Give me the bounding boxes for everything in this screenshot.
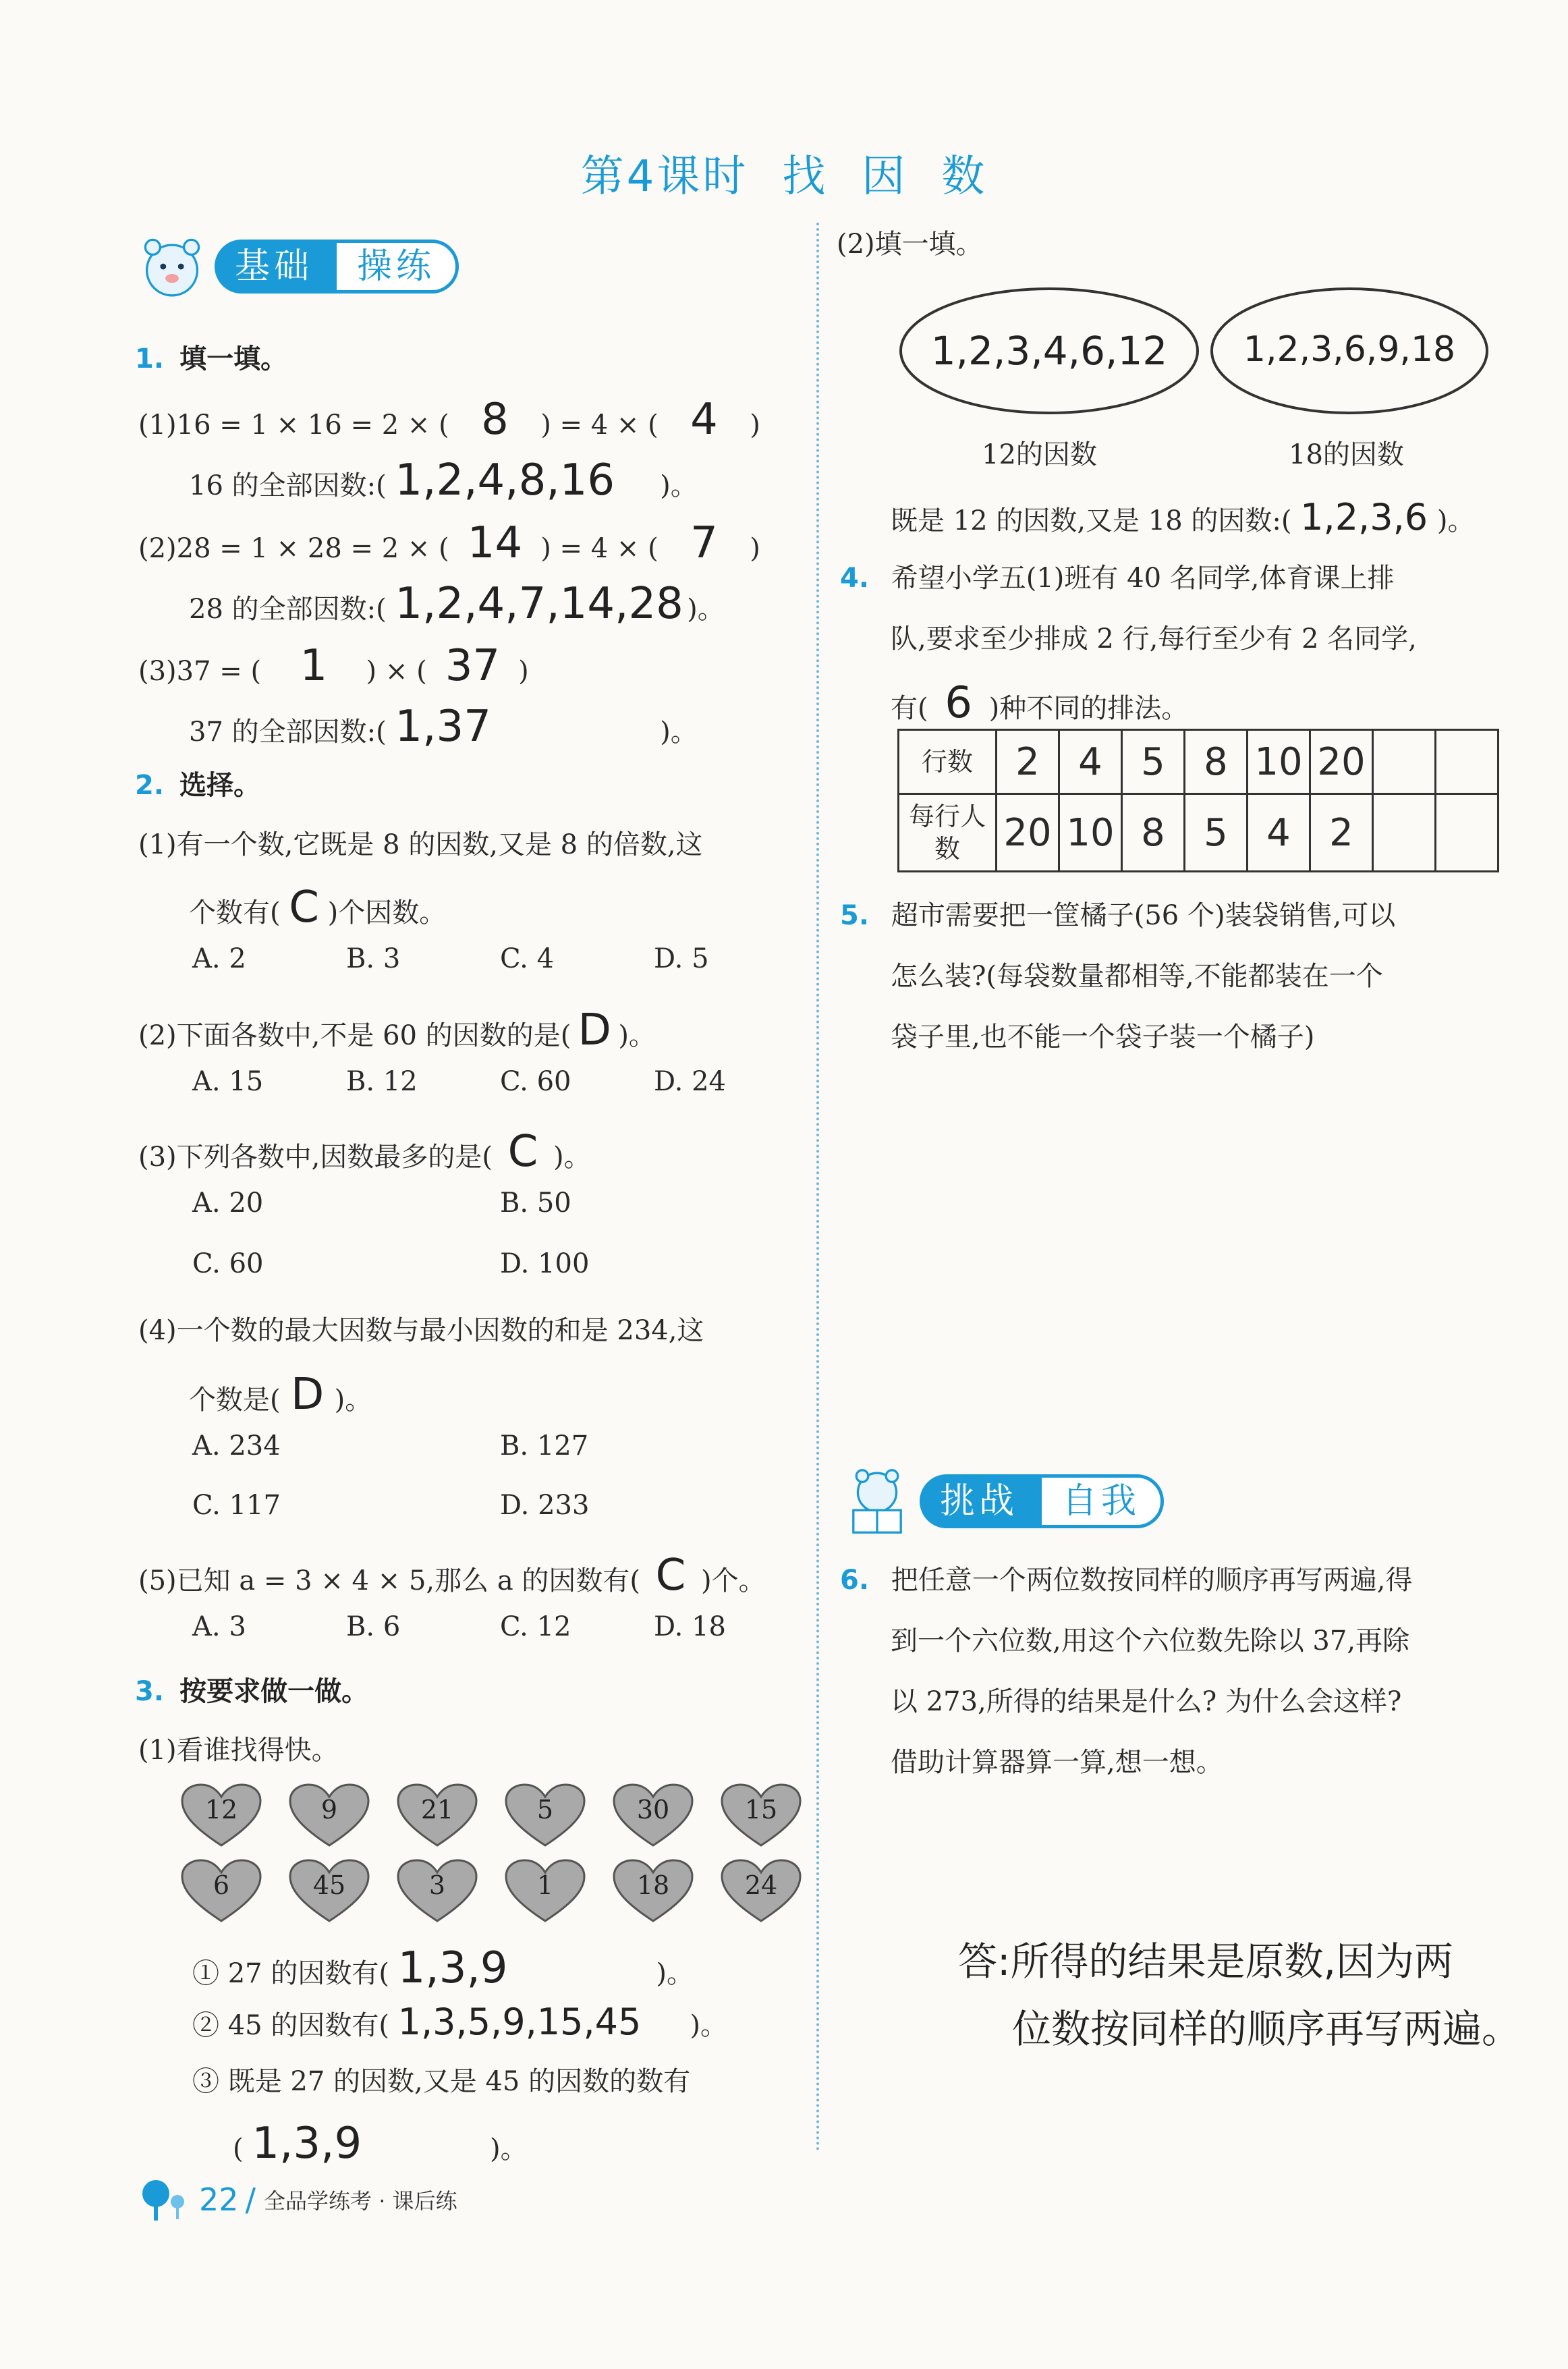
q3-a3-open: ( (233, 2134, 244, 2165)
badge-challenge-1: 挑战 (920, 1474, 1038, 1528)
q3-a1-label: ① 27 的因数有( (192, 1958, 389, 1989)
q2-s5-opt-b[interactable]: B. 6 (346, 1611, 401, 1642)
q1-p1-mid: ) = 4 × ( (540, 410, 659, 441)
q3-common-end: )。 (1436, 505, 1475, 536)
q2-s2-opt-a[interactable]: A. 15 (192, 1066, 264, 1097)
heart-icon (505, 1859, 586, 1924)
heart-value[interactable]: 18 (636, 1870, 670, 1900)
q1-part2-line (138, 518, 760, 568)
q2-s4-line1: (4)一个数的最大因数与最小因数的和是 234,这 (138, 1315, 704, 1346)
q3-a1-line (192, 1943, 694, 1993)
challenge-section-header (840, 1464, 1164, 1538)
q1-p2-mid: ) = 4 × ( (540, 533, 659, 564)
q3-common-line (891, 496, 1475, 538)
heart-icon (181, 1783, 262, 1848)
q6-answer-line1[interactable]: 答:所得的结果是原数,因为两 (958, 1939, 1453, 1984)
q4-line2: 队,要求至少排成 2 行,每行至少有 2 名同学, (891, 623, 1417, 654)
heart-icon (289, 1859, 370, 1924)
heart-icon (397, 1859, 478, 1924)
q1-part3-line (138, 641, 529, 691)
title-char-1: 找 (782, 152, 829, 202)
q2-s4-opt-c[interactable]: C. 117 (192, 1490, 281, 1521)
q2-s3-opt-b[interactable]: B. 50 (500, 1188, 571, 1219)
q1-p2-close: )。 (687, 594, 725, 625)
heart-value[interactable]: 9 (320, 1795, 338, 1824)
q2-s4-opt-a[interactable]: A. 234 (192, 1430, 281, 1461)
heart-icon (721, 1783, 802, 1848)
q1-p1-end: ) (750, 410, 760, 441)
tree-icon (138, 2176, 190, 2223)
heart-value[interactable]: 45 (312, 1870, 346, 1900)
q1-p2-all-label: 28 的全部因数:( (189, 594, 387, 625)
ellipse-12-values[interactable]: 1,2,3,4,6,12 (930, 328, 1168, 374)
q1-part1-all (189, 455, 698, 505)
q2-s4-answer[interactable]: D (290, 1370, 325, 1420)
q2-s5-opt-a[interactable]: A. 3 (192, 1611, 246, 1642)
q5-line3: 袋子里,也不能一个袋子装一个橘子) (891, 1022, 1315, 1053)
q3-s2-label: (2)填一填。 (837, 229, 983, 260)
q2-s1-opt-a[interactable]: A. 2 (192, 943, 246, 974)
q1-title: 填一填。 (179, 343, 288, 374)
basic-section-header (135, 229, 459, 304)
heart-value[interactable]: 21 (420, 1795, 454, 1824)
heart-icon (181, 1859, 262, 1924)
q1-p2-answer-a[interactable]: 14 (467, 518, 523, 568)
q4-text-3a: 有( (891, 693, 928, 724)
q2-s5-opt-d[interactable]: D. 18 (654, 1611, 726, 1642)
q3-a3-end: )。 (490, 2134, 528, 2165)
heart-icon (289, 1783, 370, 1848)
q5-line1 (840, 894, 1395, 932)
q2-s4-text-b: )。 (334, 1385, 372, 1416)
q1-p3-answer-b[interactable]: 37 (445, 641, 501, 691)
q1-p3-text: (3)37 = ( (138, 656, 262, 687)
table-cell[interactable]: 4 (1248, 794, 1310, 872)
title-char-2: 因 (862, 152, 908, 202)
table-cell[interactable] (1436, 794, 1499, 872)
q3-a2-end: )。 (690, 2010, 727, 2041)
heart-value[interactable]: 30 (636, 1795, 670, 1824)
q1-p1-all-answer[interactable]: 1,2,4,8,16 (395, 455, 615, 505)
table-cell[interactable]: 4 (1059, 730, 1122, 794)
q2-s5-line (138, 1551, 766, 1600)
q2-s1-line2 (189, 883, 446, 932)
q5-text-1: 超市需要把一筐橘子(56 个)装袋销售,可以 (891, 900, 1396, 931)
badge-basic-1: 基础 (215, 240, 333, 294)
column-divider (816, 223, 819, 2152)
q4-text-3b: )种不同的排法。 (988, 693, 1189, 724)
q2-s1-text-b: )个因数。 (327, 897, 447, 928)
table-cell[interactable] (1373, 730, 1436, 794)
q6-line2: 到一个六位数,用这个六位数先除以 37,再除 (891, 1625, 1410, 1656)
row-header-per-row: 每行人数 (899, 794, 997, 872)
q2-s3-text-b: )。 (553, 1142, 591, 1173)
q4-answer[interactable]: 6 (945, 678, 972, 728)
ellipse-18-caption: 18的因数 (1289, 439, 1404, 470)
q3-a3-answer-line (233, 2119, 528, 2169)
arrangement-table (897, 729, 1499, 872)
q2-s1-opt-d[interactable]: D. 5 (654, 943, 709, 974)
q2-s1-answer[interactable]: C (289, 883, 319, 932)
q2-s5-text-a: (5)已知 a = 3 × 4 × 5,那么 a 的因数有( (138, 1565, 641, 1596)
heart-icon (397, 1783, 478, 1848)
q5-number: 5. (840, 900, 870, 931)
q1-p1-close: )。 (660, 470, 698, 501)
q1-part1-line (138, 395, 760, 445)
q2-s4-opt-b[interactable]: B. 127 (500, 1430, 589, 1461)
q1-p3-end: ) (518, 656, 529, 687)
page-title (0, 142, 1568, 204)
q3-a1-answer[interactable]: 1,3,9 (397, 1943, 508, 1993)
q1-p2-all-answer[interactable]: 1,2,4,7,14,28 (395, 579, 683, 629)
footer (138, 2176, 457, 2223)
bear-reading-icon (840, 1464, 914, 1538)
q2-s5-answer[interactable]: C (655, 1551, 686, 1600)
q3-common-answer[interactable]: 1,2,3,6 (1300, 496, 1428, 538)
q2-s2-text-b: )。 (618, 1020, 656, 1051)
q1-p3-close: )。 (660, 717, 698, 748)
hearts-row-2 (181, 1859, 788, 1926)
table-cell[interactable]: 5 (1185, 794, 1248, 872)
table-row (899, 794, 1499, 872)
q1-p1-all-label: 16 的全部因数:( (189, 470, 387, 501)
q6-answer-line2[interactable]: 位数按同样的顺序再写两遍。 (1012, 2006, 1521, 2052)
q6-text-1: 把任意一个两位数按同样的顺序再写两遍,得 (891, 1565, 1413, 1596)
q2-s5-text-b: )个。 (701, 1565, 766, 1596)
q1-p2-text: (2)28 = 1 × 28 = 2 × ( (138, 533, 449, 564)
heart-icon (721, 1859, 802, 1924)
q5-line2: 怎么装?(每袋数量都相等,不能都装在一个 (891, 961, 1383, 992)
table-cell[interactable] (1373, 794, 1436, 872)
row-header-rows: 行数 (899, 730, 997, 794)
q1-part3-all (189, 702, 698, 752)
q1-p1-answer-a[interactable]: 8 (481, 395, 509, 445)
q3-heading (135, 1670, 368, 1708)
heart-value[interactable]: 5 (536, 1795, 554, 1824)
badge-challenge-2: 自我 (1038, 1474, 1164, 1528)
q2-s1-line1: (1)有一个数,它既是 8 的因数,又是 8 的倍数,这 (138, 829, 703, 860)
q2-s2-text-a: (2)下面各数中,不是 60 的因数的是( (138, 1020, 571, 1051)
q2-s4-opt-d[interactable]: D. 233 (500, 1490, 590, 1521)
ellipse-18-factors (1208, 283, 1491, 418)
q1-p1-text: (1)16 = 1 × 16 = 2 × ( (138, 410, 449, 441)
q4-line1 (840, 557, 1394, 595)
table-cell[interactable]: 20 (997, 794, 1059, 872)
q2-s4-text-a: 个数是( (189, 1385, 281, 1416)
title-char-3: 数 (941, 152, 988, 202)
ellipse-12-caption: 12的因数 (982, 439, 1097, 470)
q2-number: 2. (135, 770, 165, 801)
heart-value[interactable]: 1 (536, 1870, 554, 1900)
table-cell[interactable]: 8 (1122, 794, 1185, 872)
q2-title: 选择。 (179, 770, 261, 801)
heart-value[interactable]: 6 (213, 1870, 230, 1900)
footer-text: 全品学练考 · 课后练 (264, 2188, 457, 2214)
q2-s2-answer[interactable]: D (578, 1005, 611, 1055)
q3-a2-answer[interactable]: 1,3,5,9,15,45 (397, 2001, 642, 2043)
q2-s3-line (138, 1127, 591, 1177)
q3-a1-end: )。 (656, 1958, 694, 1989)
table-row (899, 730, 1499, 794)
q3-a2-line (192, 2001, 727, 2043)
table-cell[interactable]: 2 (1310, 794, 1373, 872)
q2-s2-opt-d[interactable]: D. 24 (654, 1066, 726, 1097)
q1-number: 1. (135, 343, 165, 374)
q3-a2-label: ② 45 的因数有( (192, 2010, 389, 2041)
heart-value[interactable]: 24 (744, 1870, 778, 1900)
heart-value[interactable]: 12 (204, 1795, 238, 1824)
q3-number: 3. (135, 1676, 165, 1707)
q2-s1-opt-c[interactable]: C. 4 (500, 943, 555, 974)
table-cell[interactable] (1436, 730, 1499, 794)
q1-part2-all (189, 579, 725, 629)
ellipse-12-factors (897, 283, 1201, 418)
q2-s2-opt-c[interactable]: C. 60 (500, 1066, 571, 1097)
table-cell[interactable]: 10 (1248, 730, 1310, 794)
heart-value[interactable]: 3 (428, 1870, 446, 1900)
q2-s1-opt-b[interactable]: B. 3 (346, 943, 401, 974)
q2-s3-opt-a[interactable]: A. 20 (192, 1188, 264, 1219)
table-cell[interactable]: 10 (1059, 794, 1122, 872)
q1-p3-all-label: 37 的全部因数:( (189, 717, 387, 748)
q6-line1 (840, 1559, 1412, 1597)
lesson-label: 第4课时 (580, 152, 749, 202)
q1-p2-answer-b[interactable]: 7 (690, 518, 718, 568)
q1-p1-answer-b[interactable]: 4 (690, 395, 718, 445)
q6-line4: 借助计算器算一算,想一想。 (891, 1747, 1223, 1778)
q2-s3-opt-d[interactable]: D. 100 (500, 1248, 590, 1279)
q3-s1-label: (1)看谁找得快。 (138, 1735, 339, 1766)
q2-s3-answer[interactable]: C (507, 1127, 538, 1177)
q2-s1-text-a: 个数有( (189, 897, 281, 928)
heart-icon (613, 1859, 694, 1924)
footer-slash: / (245, 2181, 256, 2218)
q6-line3: 以 273,所得的结果是什么? 为什么会这样? (891, 1686, 1402, 1717)
q2-s2-opt-b[interactable]: B. 12 (346, 1066, 418, 1097)
hearts-row-1 (181, 1783, 788, 1851)
q1-p3-answer-a[interactable]: 1 (300, 641, 328, 691)
table-cell[interactable]: 5 (1122, 730, 1185, 794)
q1-p3-mid: ) × ( (366, 656, 427, 687)
q2-s5-opt-c[interactable]: C. 12 (500, 1611, 571, 1642)
q3-a3-answer[interactable]: 1,3,9 (252, 2119, 362, 2169)
table-cell[interactable]: 20 (1310, 730, 1373, 794)
heart-icon (505, 1783, 586, 1848)
q2-s4-line2 (189, 1370, 372, 1420)
q4-number: 4. (840, 563, 870, 594)
q2-s2-line (138, 1005, 656, 1055)
table-cell[interactable]: 2 (997, 730, 1059, 794)
q3-common-label: 既是 12 的因数,又是 18 的因数:( (891, 505, 1292, 536)
q3-a3-line: ③ 既是 27 的因数,又是 45 的因数的数有 (192, 2066, 691, 2097)
q1-heading (135, 337, 287, 376)
q2-heading (135, 764, 260, 802)
bear-mascot-icon (135, 229, 209, 304)
page-number: 22 (199, 2181, 239, 2218)
q3-title: 按要求做一做。 (179, 1676, 369, 1707)
q2-s3-text-a: (3)下列各数中,因数最多的是( (138, 1142, 493, 1173)
heart-value[interactable]: 15 (744, 1795, 778, 1824)
ellipse-18-values[interactable]: 1,2,3,6,9,18 (1243, 329, 1456, 370)
table-cell[interactable]: 8 (1185, 730, 1248, 794)
q4-line3 (891, 678, 1188, 728)
q6-number: 6. (840, 1565, 870, 1596)
badge-basic-2: 操练 (333, 240, 459, 294)
q2-s3-opt-c[interactable]: C. 60 (192, 1248, 264, 1279)
q4-text-1: 希望小学五(1)班有 40 名同学,体育课上排 (891, 563, 1395, 594)
heart-icon (613, 1783, 694, 1848)
q1-p3-all-answer[interactable]: 1,37 (395, 702, 491, 752)
q1-p2-end: ) (750, 533, 760, 564)
